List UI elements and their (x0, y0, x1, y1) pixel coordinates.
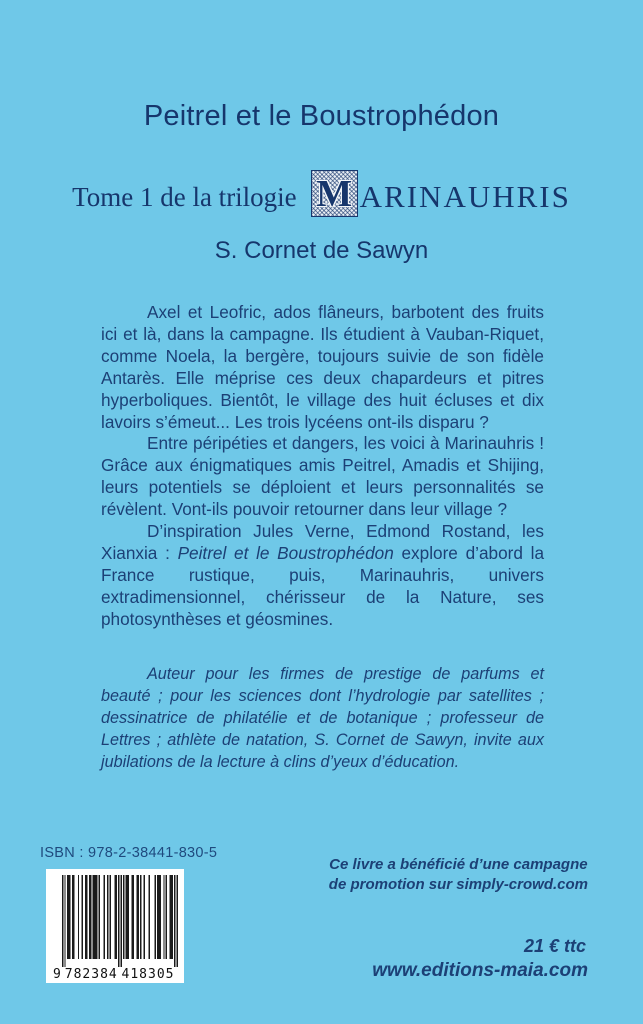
author-bio (101, 663, 544, 773)
synopsis-paragraph-1: Axel et Leofric, ados flâneurs, barbotent des fruits ici et là, dans la campagne. Ils étudient à Vauban-Riquet, comme Noela, la bergère, toujours suivie de son fidèle Antarès. Elle méprise ces deux chapardeurs et pitres hyperboliques. Bientôt, le village des huit écluses et dix lavoirs s’émeut... Les trois lycéens ont-ils disparu ? (101, 302, 544, 432)
author-name: S. Cornet de Sawyn (214, 237, 429, 264)
ornate-initial-m (311, 170, 358, 217)
promo-note (329, 855, 588, 895)
svg-text:9: 9 (53, 967, 62, 979)
synopsis-p3-pre: D’inspiration Jules Verne, Edmond Rostand, les Xianxia : (101, 521, 544, 563)
book-title: Peitrel et le Boustrophédon (143, 100, 500, 132)
svg-text:418305: 418305 (121, 967, 175, 979)
synopsis (101, 302, 544, 631)
synopsis-paragraph-2: Entre péripéties et dangers, les voici à Marinauhris ! Grâce aux énigmatiques amis Peitrel, Amadis et Shijing, leurs potentiels se déploient et leurs personnalités se révèlent. Vont-ils pouvoir retourner dans leur village ? (101, 433, 544, 520)
series-prefix: Tome 1 de la trilogie (72, 182, 297, 212)
barcode (46, 869, 184, 983)
series-name: ARINAUHRIS (359, 179, 571, 214)
synopsis-p3-book-title: Peitrel et le Boustrophédon (177, 542, 394, 563)
author-bio-text: Auteur pour les firmes de prestige de parfums et beauté ; pour les sciences dont l’hydrologie par satellites ; dessinatrice de philatélie et de botanique ; professeur de Lettres ; athlète de natation, S. Cornet de Sawyn, invite aux jubilations de la lecture à clins d’yeux d’éducation. (101, 665, 544, 771)
series-line (0, 170, 643, 217)
synopsis-paragraph-3 (101, 521, 544, 631)
barcode-svg (52, 873, 178, 979)
price: 21 € ttc (523, 936, 586, 956)
promo-line-2: de promotion sur simply-crowd.com (328, 876, 588, 893)
ornate-initial-glyph: M (316, 172, 353, 215)
isbn-label: ISBN : 978-2-38441-830-5 (40, 845, 218, 861)
synopsis-p3-post: explore d’abord la France rustique, puis, Marinauhris, univers extradimensionnel, chérisseur de la Nature, ses photosynthèses et géosmines. (101, 542, 545, 629)
publisher-website: www.editions-maia.com (372, 960, 588, 981)
promo-line-1: Ce livre a bénéficié d’une campagne (329, 856, 588, 873)
svg-text:782384: 782384 (64, 967, 118, 979)
